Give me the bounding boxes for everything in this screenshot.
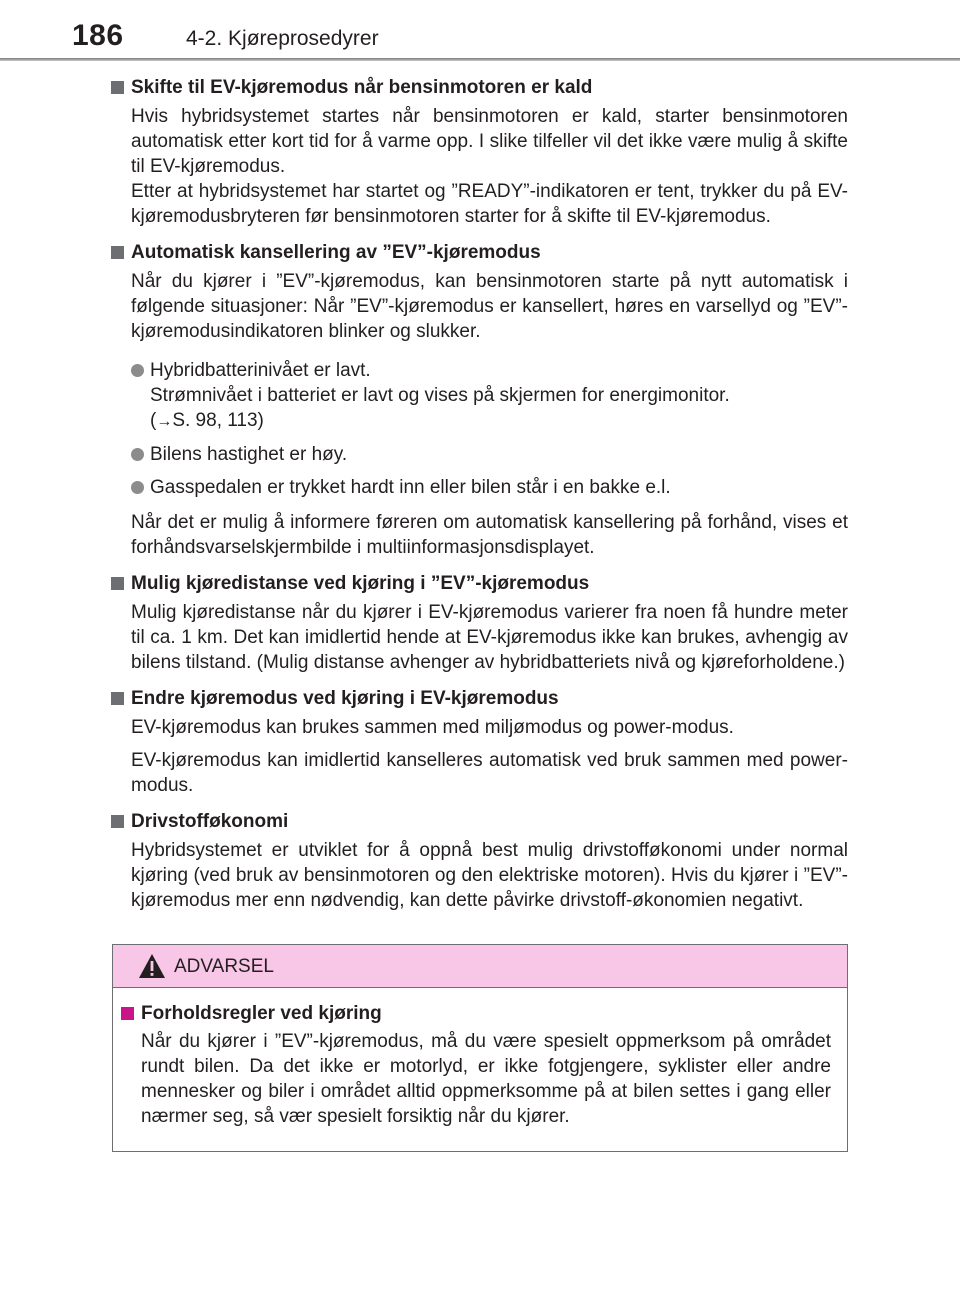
warning-square-icon	[121, 1007, 134, 1020]
section-title: Endre kjøremodus ved kjøring i EV-kjøremodus	[131, 688, 559, 709]
paragraph: EV-kjøremodus kan brukes sammen med miljømodus og power-modus.	[131, 717, 734, 738]
section-change-mode	[112, 685, 848, 798]
arrow-right-icon: →	[156, 413, 173, 430]
section-auto-cancel	[112, 239, 848, 560]
chapter-title: 4-2. Kjøreprosedyrer	[186, 27, 379, 50]
section-ev-distance	[112, 570, 848, 675]
section-fuel-economy	[112, 808, 848, 913]
paragraph: Hybridsystemet er utviklet for å oppnå best mulig drivstofføkonomi under normal kjøring (ved bruk av bensinmotoren og den elektriske motoren). Hvis du kjører i ”EV”-kjøremodus mer enn nødvendig, kan dette påvirke drivstoff-økonomien negativt.	[131, 840, 848, 911]
section-title: Skifte til EV-kjøremodus når bensinmotoren er kald	[131, 77, 593, 98]
bullet-text: Strømnivået i batteriet er lavt og vises på skjermen for energimonitor.	[150, 385, 730, 406]
bullet-text: Hybridbatterinivået er lavt.	[150, 360, 371, 381]
warning-label: ADVARSEL	[174, 956, 274, 977]
section-square-icon	[111, 692, 124, 705]
section-square-icon	[111, 246, 124, 259]
paragraph: Hvis hybridsystemet startes når bensinmotoren er kald, starter bensinmotoren automatisk etter kort tid for å varme opp. I slike tilfeller vil det ikke være mulig å skifte til EV-kjøremodus.	[131, 106, 848, 177]
warning-text: Når du kjører i ”EV”-kjøremodus, må du være spesielt oppmerksom på området rundt bilen. Da det ikke er motorlyd, er ikke fotgjengere, syklister eller andre mennesker og biler i området alltid oppmerksomme på at bilen settes i gang eller nærmer seg, så vær spesielt forsiktig når du kjører.	[141, 1031, 831, 1127]
bullet-text: Bilens hastighet er høy.	[150, 444, 348, 465]
list-item	[131, 358, 848, 434]
section-square-icon	[111, 815, 124, 828]
page-number: 186	[72, 19, 124, 52]
paragraph: Når du kjører i ”EV”-kjøremodus, kan bensinmotoren starte på nytt automatisk i følgende situasjoner: Når ”EV”-kjøremodus er kansellert, høres en varsellyd og ”EV”-kjøremodusindikatoren blinker og slukker.	[131, 271, 848, 342]
warning-header	[113, 945, 847, 988]
paragraph: Etter at hybridsystemet har startet og ”READY”-indikatoren er tent, trykker du på EV-kjøremodusbryteren før bensinmotoren starter for å skifte til EV-kjøremodus.	[131, 181, 848, 227]
page-reference[interactable]: (→S. 98, 113)	[150, 410, 264, 431]
paragraph: Mulig kjøredistanse når du kjører i EV-kjøremodus varierer fra noen få hundre meter til ca. 1 km. Det kan imidlertid hende at EV-kjøremodus ikke kan brukes, avhengig av bilens tilstand. (Mulig distanse avhenger av hybridbatteriets nivå og kjøreforholdene.)	[131, 602, 848, 673]
paragraph: Når det er mulig å informere føreren om automatisk kansellering på forhånd, vises et forhåndsvarselskjermbilde i multiinformasjonsdisplayet.	[131, 512, 848, 558]
list-item	[131, 475, 848, 500]
paragraph: EV-kjøremodus kan imidlertid kanselleres automatisk ved bruk sammen med power-modus.	[131, 750, 848, 796]
bullet-dot-icon	[131, 481, 144, 494]
section-ev-cold-engine	[112, 74, 848, 229]
section-square-icon	[111, 577, 124, 590]
main-content	[112, 74, 848, 923]
section-square-icon	[111, 81, 124, 94]
bullet-dot-icon	[131, 448, 144, 461]
header-divider	[0, 58, 960, 61]
section-title: Automatisk kansellering av ”EV”-kjøremodus	[131, 242, 541, 263]
warning-box	[112, 944, 848, 1152]
list-item	[131, 442, 848, 467]
section-title: Drivstofføkonomi	[131, 811, 289, 832]
section-title: Mulig kjøredistanse ved kjøring i ”EV”-kjøremodus	[131, 573, 590, 594]
page-header	[0, 0, 960, 60]
bullet-dot-icon	[131, 364, 144, 377]
bullet-text: Gasspedalen er trykket hardt inn eller bilen står i en bakke e.l.	[150, 477, 671, 498]
warning-triangle-icon	[138, 953, 166, 979]
warning-title: Forholdsregler ved kjøring	[141, 1003, 382, 1024]
